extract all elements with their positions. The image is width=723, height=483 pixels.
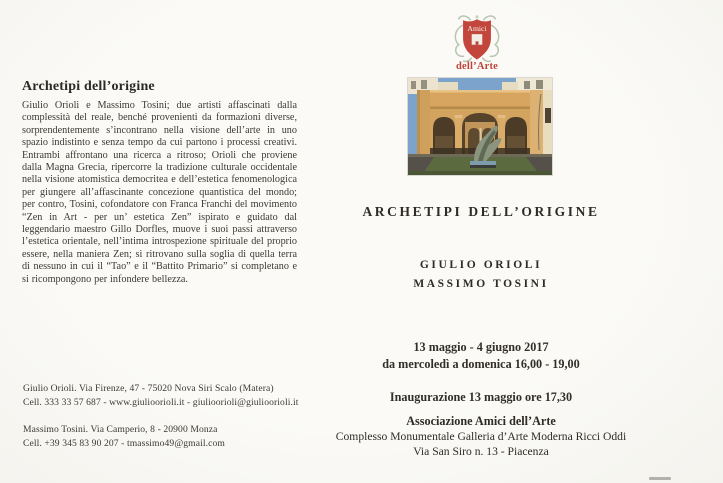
shield-crest-icon (445, 13, 509, 63)
venue-name: Complesso Monumentale Galleria d’Arte Moderna Ricci Oddi (335, 430, 627, 444)
contact-tosini (23, 423, 225, 451)
logo-subtitle: dell’Arte (455, 61, 499, 72)
venue-block (320, 414, 642, 460)
exhibition-dates (320, 339, 642, 373)
artist-name-tosini: MASSIMO TOSINI (413, 277, 549, 290)
contact-tosini-address: Massimo Tosini. Via Camperio, 8 - 20900 Monza (23, 424, 218, 435)
contact-tosini-phone-email: Cell. +39 345 83 90 207 - tmassimo49@gmail.com (23, 438, 225, 450)
opening-hours: da mercoledì a domenica 16,00 - 19,00 (382, 357, 580, 372)
artist-name-orioli: GIULIO ORIOLI (419, 259, 543, 271)
contact-orioli-phone-web-email: Cell. 333 33 57 687 - www.giulioorioli.it - giulioorioli@giulioorioli.it (23, 397, 299, 409)
date-range: 13 maggio - 4 giugno 2017 (413, 340, 549, 354)
association-name: Associazione Amici dell’Arte (406, 414, 556, 428)
venue-address: Via San Siro n. 13 - Piacenza (413, 445, 549, 459)
scan-artifact (649, 477, 671, 480)
inauguration-line: Inaugurazione 13 maggio ore 17,30 (389, 390, 573, 404)
amici-dellarte-logo (330, 13, 624, 72)
logo-shield-word: Amici (467, 23, 487, 33)
contact-orioli-address: Giulio Orioli. Via Firenze, 47 - 75020 Nova Siri Scalo (Matera) (23, 383, 274, 394)
courtyard-photo (408, 78, 552, 175)
contact-orioli (23, 382, 299, 410)
exhibition-title: ARCHETIPI DELL’ORIGINE (362, 204, 600, 219)
artist-names (320, 256, 642, 293)
left-body-paragraph: Giulio Orioli e Massimo Tosini; due artisti affascinati dalla complessità del reale, benché provenienti da formazioni diverse, sorprendentemente s’incontrano nella visione dell’arte in uno spazio indistinto e senza tempo da cui partono i processi creativi. Entrambi affrontano una ricerca a ritroso; Orioli che proviene dalla Magna Grecia, ripercorre la tradizione culturale occidentale nella visione atomistica democritea e dell’estetica fenomenologica per giungere all’affascinante concezione quantistica del mondo; per contro, Tosini, cofondatore con Franca Franchi del movimento “Zen in Art - per un’ estetica Zen” ispirato e guidato dal leggendario maestro Gillo Dorfles, muove i suoi passi attraverso l’estetica orientale, nell’intima introspezione spirituale del proprio essere, nella maniera Zen; si ritrovano sulla soglia di quella terra di nessuno in cui il “Tao” e il “Battito Primario” si completano e si ricompongono per infondere bellezza. (22, 100, 297, 285)
left-heading: Archetipi dell’origine (22, 79, 155, 94)
